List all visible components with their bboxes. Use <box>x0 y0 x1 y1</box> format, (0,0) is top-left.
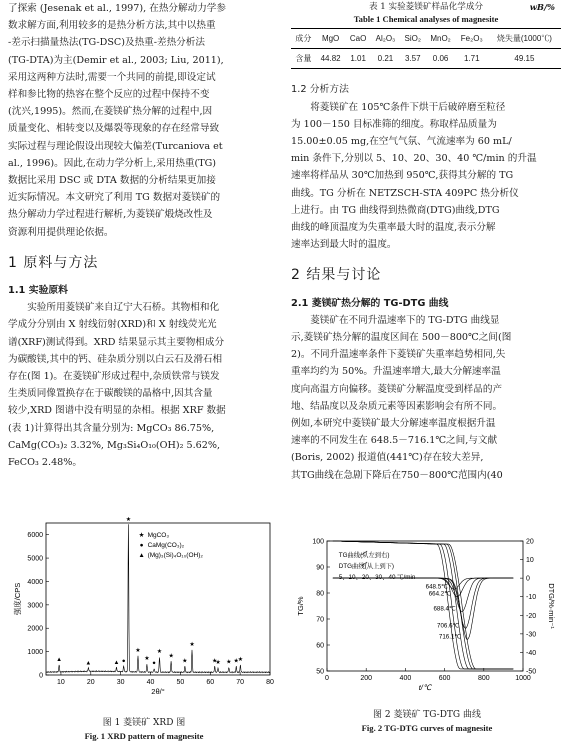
text-line: 示,菱镁矿热分解的温度区间在 500－800℃之间(图 <box>291 332 512 344</box>
text-line: 为碳酸镁,其中的钙、硅杂质分别以白云石及滑石相 <box>8 353 223 365</box>
figure-2-caption-cn: 图 2 菱镁矿 TG-DTG 曲线 <box>373 710 481 720</box>
figure-2-caption-en: Fig. 2 TG-DTG curves of magnesite <box>361 723 493 733</box>
subsection-1-2-body <box>291 99 561 254</box>
text-line: 学成分分别由 X 射线衍射(XRD)和 X 射线荧光光 <box>8 319 217 331</box>
figure-1-caption-cn: 图 1 菱镁矿 XRD 图 <box>102 718 186 728</box>
text-line: 为 100－150 目标准筛的细度。称取样品质量为 <box>291 118 497 130</box>
table-header-cell: 烧失量(1000℃) <box>488 29 561 49</box>
y-left-axis-label: TG/% <box>296 596 305 616</box>
x-tick-label: 400 <box>399 675 412 682</box>
text-line: 度向高温方向偏移。菱镁矿分解温度受到样品的产 <box>291 383 503 395</box>
legend-entry: (Mg)₃(Si)₄O₁₀(OH)₂ <box>147 552 203 559</box>
y-tick-label: 5000 <box>27 555 43 563</box>
x-tick-label: 200 <box>360 675 373 682</box>
legend-entry: DTG曲线(从上到下) <box>338 563 395 570</box>
text-line: 近实际情况。本文研究了利用 TG 数据对菱镁矿的 <box>8 192 221 204</box>
table-cell: 3.57 <box>400 49 425 69</box>
text-line: 菱镁矿在不同升温速率下的 TG-DTG 曲线显 <box>310 314 500 326</box>
x-axis-label: 2θ/° <box>151 687 165 695</box>
x-tick-label: 40 <box>146 679 155 686</box>
y-left-tick-label: 50 <box>316 668 324 676</box>
text-line: -差示扫描量热法(TG-DSC)及热重-差热分析法 <box>8 37 205 49</box>
text-line: 了探索 (Jesenak et al., 1997), 在热分解动力学参 <box>8 3 226 14</box>
table-cell: 49.15 <box>488 49 561 69</box>
x-tick-label: 80 <box>266 679 274 686</box>
text-line: CaMg(CO₃)₂ 3.32%, Mg₃Si₄O₁₀(OH)₂ 5.62%, <box>8 439 221 451</box>
text-line: 15.00±0.05 mg,在空气气氛、气流速率为 60 mL/ <box>291 136 512 148</box>
table-cell: 44.82 <box>316 49 346 69</box>
text-line: 其TG曲线在急剧下降后在750－800℃范围内(40 <box>291 469 503 481</box>
y-tick-label: 4000 <box>27 578 43 586</box>
table-cell: 1.01 <box>345 49 370 69</box>
y-left-tick-label: 80 <box>316 590 324 598</box>
table-header-cell: MnO₂ <box>425 29 455 49</box>
table-1-unit: wB/% <box>529 2 555 12</box>
table-row <box>291 49 561 69</box>
text-line: 速率将样品从 30℃加热到 950℃,获得其分解的 TG <box>291 170 514 182</box>
text-line: 资源利用提供理论依据。 <box>8 226 114 238</box>
dtg-peak-label: 706.6℃ <box>437 622 460 630</box>
subsection-2-1-title: 2.1 菱镁矿热分解的 TG-DTG 曲线 <box>291 297 449 309</box>
text-line: 地、结晶度以及杂质元素等因素影响会有所不同。 <box>291 400 503 412</box>
tg-curve-series <box>333 541 513 669</box>
text-line: 速率的不同发生在 648.5－716.1℃之间,与文献 <box>291 435 498 447</box>
table-header-cell: CaO <box>345 29 370 49</box>
dtg-curve-series <box>333 578 513 628</box>
y-right-tick-label: -30 <box>526 631 537 639</box>
table-header-cell: Al₂O₃ <box>371 29 400 49</box>
table-header-cell: Fe₂O₃ <box>456 29 488 49</box>
text-line: 热分解动力学过程进行解析,为菱镁矿煅烧改性及 <box>8 209 213 221</box>
tg-curve-series <box>333 541 513 669</box>
y-tick-label: 6000 <box>27 532 43 540</box>
text-line: 曲线的峰顶温度为失重率最大时的温度,表示分解 <box>291 222 496 234</box>
table-1-title-en: Table 1 Chemical analyses of magnesite <box>353 14 499 24</box>
text-line: 生类质同像置换存在于碳酸镁的晶格中,因其含量 <box>8 388 213 400</box>
x-tick-label: 30 <box>116 679 125 686</box>
dtg-curve-series <box>333 578 513 639</box>
section-1-title: 1 原料与方法 <box>8 254 99 271</box>
phase-marker: ▲ <box>85 660 92 667</box>
phase-marker: ★ <box>226 659 232 666</box>
tg-curve-series <box>333 541 513 669</box>
table-header-row <box>291 29 561 49</box>
phase-marker: ● <box>121 658 126 665</box>
dtg-peak-label: 716.1℃ <box>438 633 462 641</box>
y-right-tick-label: 10 <box>526 557 534 565</box>
text-line: 上进行。由 TG 曲线得到热微商(DTG)曲线,DTG <box>291 204 500 216</box>
text-line: 数求解方面,利用较多的是热分析方法,其中以热重 <box>8 20 216 32</box>
table-cell: 1.71 <box>456 49 488 69</box>
y-right-tick-label: -10 <box>526 594 537 602</box>
phase-marker: ★ <box>212 658 218 665</box>
x-axis-label: t/℃ <box>418 683 432 692</box>
table-cell: 0.06 <box>425 49 455 69</box>
chemical-analysis-table <box>291 28 561 69</box>
legend-entry: TG曲线(从左到右) <box>338 552 390 559</box>
phase-marker: ★ <box>233 658 239 665</box>
figure-2 <box>291 533 563 735</box>
section-2-title: 2 结果与讨论 <box>291 267 382 284</box>
tg-curve-series <box>333 541 513 669</box>
dtg-peak-label: 688.4℃ <box>433 605 456 613</box>
text-line: al., 1996)。因此,在动力学分析上,采用热重(TG) <box>8 157 217 169</box>
text-line: 速率达到最大时的温度。 <box>291 239 397 251</box>
dtg-peak-label: 648.5℃ <box>425 583 449 591</box>
x-tick-label: 1000 <box>515 675 531 682</box>
text-line: 例如,本研究中菱镁矿最大分解速率温度根据升温 <box>291 418 496 430</box>
x-tick-label: 600 <box>438 675 451 682</box>
x-tick-label: 50 <box>176 679 185 686</box>
phase-marker: ★ <box>144 656 150 663</box>
subsection-1-2-title: 1.2 分析方法 <box>291 84 349 96</box>
y-left-tick-label: 100 <box>312 538 324 546</box>
table-header-cell: SiO₂ <box>400 29 425 49</box>
text-line: 2)。不同升温速率条件下菱镁矿失重率趋势相同,失 <box>291 349 506 361</box>
table-header-cell: MgO <box>316 29 346 49</box>
left-column <box>8 0 278 471</box>
figure-1-caption-en: Fig. 1 XRD pattern of magnesite <box>84 731 204 741</box>
text-line: 实验所用菱镁矿来自辽宁大石桥。其物相和化 <box>27 302 220 314</box>
x-tick-label: 70 <box>236 679 245 686</box>
x-tick-label: 800 <box>477 675 490 682</box>
intro-paragraph <box>8 0 278 241</box>
legend-symbol: ★ <box>138 532 145 539</box>
y-right-tick-label: 0 <box>526 575 530 583</box>
y-tick-label: 1000 <box>27 649 43 657</box>
x-tick-label: 0 <box>325 675 329 682</box>
table-cell: 含量 <box>291 49 316 69</box>
y-left-tick-label: 90 <box>316 564 324 572</box>
phase-marker: ▲ <box>56 657 63 664</box>
table-1-title-cn: 表 1 实验菱镁矿样品化学成分 <box>368 2 484 12</box>
text-line: 数据比采用 DSC 或 DTA 数据的分析结果更加接 <box>8 175 216 187</box>
text-line: 重率均约为 50%。升温速率增大,最大分解速率温 <box>291 366 501 378</box>
phase-marker: ▲ <box>113 659 120 666</box>
text-line: 较少,XRD 图谱中没有明显的杂相。根据 XRF 数据 <box>8 405 226 417</box>
right-column <box>291 0 561 484</box>
y-axis-label: 强度/CPS <box>13 582 22 616</box>
x-tick-label: 10 <box>57 679 65 686</box>
text-line: 谱(XRF)测试得到。XRD 结果显示其主要物相成分 <box>8 336 225 348</box>
phase-marker: ★ <box>182 658 188 665</box>
phase-marker: ● <box>152 660 156 667</box>
y-right-tick-label: -20 <box>526 612 537 620</box>
phase-marker: ★ <box>189 641 195 648</box>
dtg-curve-series <box>333 578 513 611</box>
legend-entry: MgCO₃ <box>147 532 170 539</box>
phase-marker: ★ <box>215 659 221 666</box>
text-line: (沈兴,1995)。然而,在菱镁矿热分解的过程中,因 <box>8 106 213 118</box>
subsection-1-1-body <box>8 299 278 471</box>
text-line: 实际过程与理论假设出现较大偏差(Turcaniova et <box>8 140 223 152</box>
xrd-chart <box>8 517 280 695</box>
y-right-axis-label: DTG/%·min⁻¹ <box>547 583 556 629</box>
tg-dtg-chart <box>291 533 563 695</box>
legend-entry: 5、10、20、30、40 ℃/min <box>338 574 416 581</box>
phase-marker: ★ <box>125 517 132 523</box>
x-tick-label: 60 <box>206 679 215 686</box>
phase-marker: ★ <box>135 647 141 654</box>
text-line: (Boris, 2002) 报道值(441℃)存在较大差异, <box>291 452 484 464</box>
table-cell: 0.21 <box>371 49 400 69</box>
figure-1 <box>8 517 280 743</box>
y-left-tick-label: 70 <box>316 616 324 624</box>
legend-entry: CaMg(CO₃)₂ <box>147 542 185 549</box>
y-right-tick-label: -50 <box>526 668 537 676</box>
text-line: 存在(图 1)。在菱镁矿形成过程中,杂质铁常与镁发 <box>8 371 220 383</box>
legend-symbol: ● <box>139 542 144 549</box>
y-tick-label: 0 <box>39 672 43 680</box>
text-line: 曲线。TG 分析在 NETZSCH-STA 409PC 热分析仪 <box>291 187 519 199</box>
dtg-peak-label: 664.2℃ <box>428 590 452 598</box>
phase-marker: ★ <box>156 648 163 655</box>
text-line: 采用这两种方法时,需要一个共同的前提,即设定试 <box>8 71 216 83</box>
x-tick-label: 20 <box>86 679 95 686</box>
phase-marker: ★ <box>237 657 244 664</box>
phase-marker: ★ <box>168 653 174 660</box>
text-line: 样和参比物的热容在整个反应的过程中保持不变 <box>8 89 210 101</box>
y-tick-label: 3000 <box>27 602 43 610</box>
text-line: 质量变化、相转变以及爆裂等现象的存在经常导致 <box>8 123 220 135</box>
plot-frame <box>327 541 523 671</box>
subsection-2-1-body <box>291 312 561 484</box>
table-header-cell: 成分 <box>291 29 316 49</box>
y-right-tick-label: 20 <box>526 538 534 546</box>
y-left-tick-label: 60 <box>316 642 324 650</box>
text-line: (表 1)计算得出其含量分别为: MgCO₃ 86.75%, <box>8 422 215 434</box>
subsection-1-1-title: 1.1 实验原料 <box>8 285 68 297</box>
text-line: 将菱镁矿在 105℃条件下烘干后破碎磨至粒径 <box>310 101 506 113</box>
tg-curve-series <box>333 541 513 669</box>
y-tick-label: 2000 <box>27 625 43 633</box>
text-line: min 条件下,分别以 5、10、20、30、40 ℃/min 的升温 <box>291 153 537 165</box>
legend-symbol: ▲ <box>138 552 145 559</box>
text-line: FeCO₃ 2.48%。 <box>8 457 82 469</box>
text-line: (TG-DTA)为主(Demir et al., 2003; Liu, 2011), <box>8 54 224 66</box>
y-right-tick-label: -40 <box>526 649 537 657</box>
